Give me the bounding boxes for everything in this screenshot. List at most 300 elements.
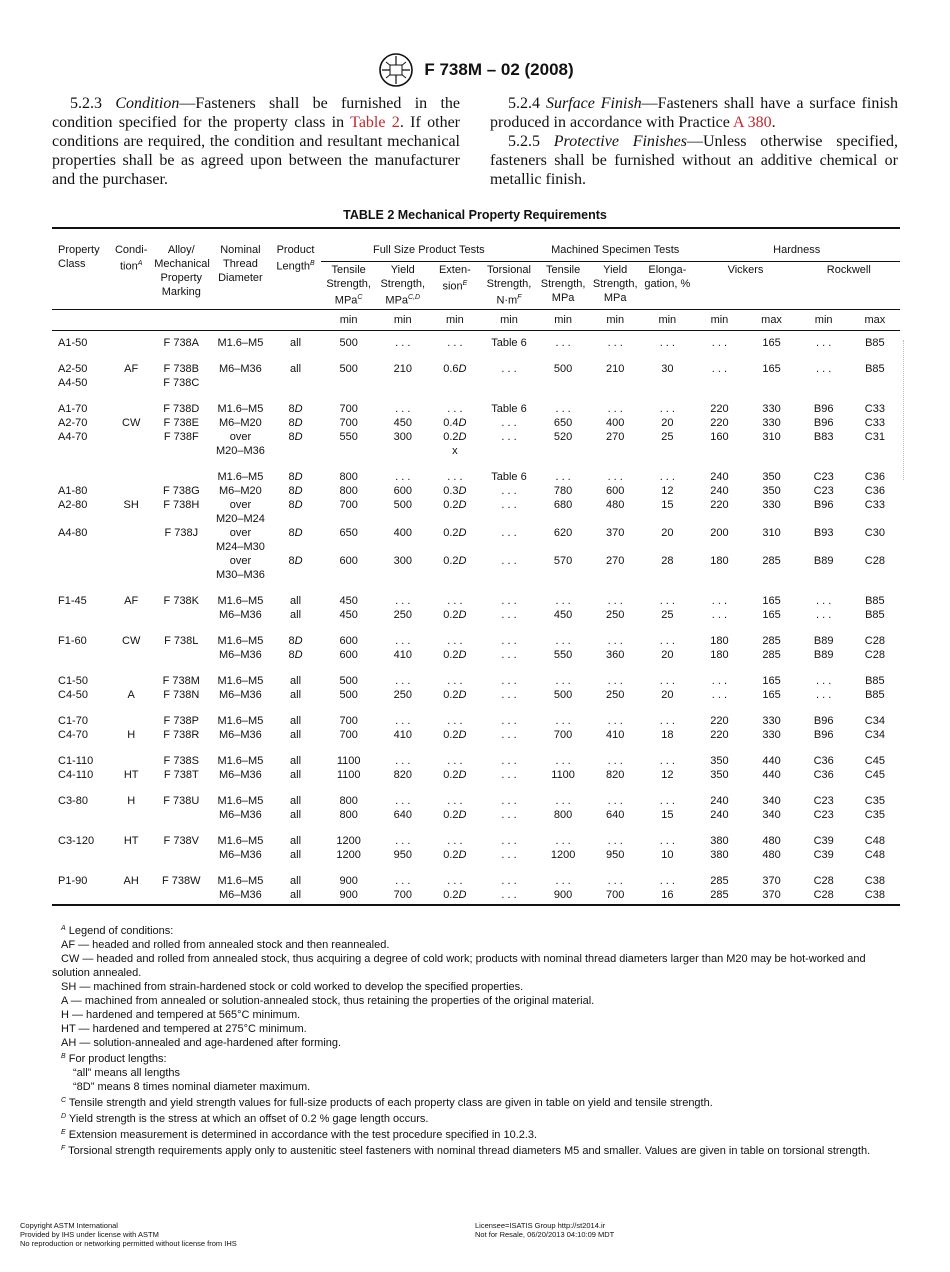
table-row xyxy=(52,862,900,905)
table-cell: F 738M F 738N xyxy=(162,674,200,701)
table-cell: . . . 700 xyxy=(553,714,573,741)
footnote xyxy=(52,1036,902,1050)
table-cell: F1-45 xyxy=(58,594,87,607)
right-column xyxy=(490,94,898,189)
table-cell: B85 xyxy=(865,336,885,349)
table-2-link[interactable]: Table 2 xyxy=(350,114,400,131)
table-cell: M1.6–M5 M6–M36 xyxy=(217,834,264,861)
table-cell: . . . . . . xyxy=(501,594,517,621)
table-cell: CW xyxy=(122,416,141,429)
footnote-text: H — hardened and tempered at 565°C minimum. xyxy=(61,1009,301,1021)
table-cell: B96 B96 B83 xyxy=(813,402,834,443)
table-cell: C45 C45 xyxy=(864,754,885,781)
footnote xyxy=(52,922,902,938)
header-condition: Condi- tion$^A$ xyxy=(110,228,152,309)
footnote-marker: F xyxy=(61,1145,66,1152)
document-designation: F 738M – 02 (2008) xyxy=(424,60,574,79)
table-cell: 240 240 xyxy=(710,794,729,821)
header-torsional: Torsional Strength, $N\cdot m^F$ xyxy=(486,264,532,307)
unit-cell: min xyxy=(589,309,641,330)
table-cell: C23 C23 xyxy=(813,794,834,821)
table-cell: . . . xyxy=(501,362,517,375)
table-cell: . . . 650 520 xyxy=(553,402,573,443)
table-cell: C39 C39 xyxy=(813,834,834,861)
unit-cell: min xyxy=(481,309,537,330)
table-cell: 350 350 330 310 285 xyxy=(762,470,781,567)
table-cell: . . . xyxy=(711,336,728,349)
table-cell: . . . 20 25 xyxy=(659,402,675,443)
header-hardness: Hardness xyxy=(693,228,900,262)
table-cell: 165 xyxy=(762,362,781,375)
table-cell: . . . 0.2D xyxy=(443,794,467,821)
footnote-text: Tensile strength and yield strength values for full-size products of each property class are given in table on yield and tensile strength. xyxy=(68,1097,713,1109)
table-cell: AH xyxy=(110,862,152,905)
table-cell: M6–M36 xyxy=(219,362,262,375)
table-cell: . . . 600 480 370 270 xyxy=(606,470,625,567)
table-cell: . . . xyxy=(711,362,728,375)
table-cell: . . . 0.2D xyxy=(443,674,467,701)
table-cell: . . . 820 xyxy=(393,754,412,781)
footnote-text: For product lengths: xyxy=(68,1053,167,1065)
table-cell: F 738A xyxy=(163,336,200,349)
table-cell: 380 380 xyxy=(710,834,729,861)
table-cell: . . . 410 xyxy=(393,714,412,741)
table-cell: . . . 1200 xyxy=(550,834,576,861)
table-cell: . . . 10 xyxy=(659,834,675,861)
table-cell: C35 C35 xyxy=(864,794,885,821)
table-cell: Table 6 . . . . . . . . . . . . xyxy=(491,470,527,567)
footnote xyxy=(52,1126,902,1142)
table-cell: 800 800 700 650 600 xyxy=(339,470,358,567)
table-cell: 700 700 550 xyxy=(339,402,358,443)
footer-left xyxy=(20,1221,237,1248)
footnote xyxy=(52,1080,902,1094)
table-cell: HT xyxy=(123,834,139,847)
table-cell: . . . 0.2D xyxy=(443,634,467,661)
table-cell: F 738S F 738T xyxy=(163,754,200,781)
table-cell: . . . 250 xyxy=(393,674,412,701)
para-text: . xyxy=(771,114,776,131)
table-cell: AF xyxy=(124,362,139,375)
footnote-marker: A xyxy=(61,925,66,932)
table-cell: 8D 8D 8D 8D 8D xyxy=(288,470,303,567)
footnote-text: HT — hardened and tempered at 275°C minimum. xyxy=(61,1023,307,1035)
table-cell: F 738B F 738C xyxy=(163,362,200,389)
table-cell: C1-70 C4-70 xyxy=(58,714,88,741)
table-cell: C28 C28 xyxy=(798,862,850,905)
table-cell: M1.6–M5 M6–M36 xyxy=(217,594,264,621)
table-row xyxy=(52,330,900,350)
table-cell: M1.6–M5 M6–M36 xyxy=(217,674,264,701)
table-row xyxy=(52,782,900,822)
table-cell: M1.6–M5 M6–M20 over M20–M36 xyxy=(215,402,265,457)
table-cell: . . . . . . xyxy=(501,794,517,821)
footnote-text: SH — machined from strain-hardened stock or cold worked to develop the specified properties. xyxy=(61,981,524,993)
table-cell: F1-60 xyxy=(58,634,87,647)
table-cell: 285 285 xyxy=(693,862,745,905)
table-cell: . . . 500 xyxy=(553,674,573,701)
table-cell: . . . . . . xyxy=(501,634,517,661)
table-cell: B85 B85 xyxy=(865,674,885,701)
table-cell: C33 C33 C31 xyxy=(864,402,885,443)
table-cell: all all xyxy=(290,794,302,821)
table-cell: . . . . . . xyxy=(481,862,537,905)
table-cell: . . . 0.2D xyxy=(443,714,467,741)
table-cell: . . . 0.4D 0.2D x xyxy=(443,402,467,457)
table-cell: . . . 1100 xyxy=(551,754,575,781)
table-cell: SH xyxy=(123,498,139,511)
table-cell: M1.6–M5 M6–M36 xyxy=(217,634,264,661)
table-footnotes xyxy=(52,922,902,1158)
footnote xyxy=(52,1142,902,1158)
table-cell: . . . 16 xyxy=(641,862,693,905)
table-cell: C1-110 C4-110 xyxy=(58,754,94,781)
table-cell: H xyxy=(127,794,136,807)
footnote-marker: C xyxy=(61,1097,67,1104)
table-cell: F 738V xyxy=(163,834,200,847)
table-cell: . . . 550 xyxy=(553,634,573,661)
table-cell: 0.6D xyxy=(443,362,467,375)
table-cell: . . . xyxy=(395,336,411,349)
table-cell: . . . 600 500 400 300 xyxy=(393,470,412,567)
table-cell: 220 220 xyxy=(710,714,729,741)
table-cell: 500 xyxy=(339,336,358,349)
para-text: —Unless otherwise specified, fasteners shall be furnished without an additive chemical or metallic finish. xyxy=(490,133,898,188)
table-cell: . . . . . . xyxy=(711,674,728,701)
table-cell: . . . 450 300 xyxy=(393,402,412,443)
header-machined-tensile: Tensile Strength, MPa xyxy=(540,264,586,304)
footer-line: Not for Resale, 06/20/2013 04:10:09 MDT xyxy=(475,1230,615,1239)
footnote-text: Yield strength is the stress at which an offset of 0.2 % gage length occurs. xyxy=(68,1113,429,1125)
table-cell: . . . 780 680 620 570 xyxy=(553,470,573,567)
table-cell: . . . 400 270 xyxy=(606,402,625,443)
header-tensile: Tensile Strength, MPa$^C$ xyxy=(326,264,371,307)
header-elongation: Elonga- gation, % xyxy=(644,264,691,290)
table-cell: . . . xyxy=(607,336,623,349)
table-cell: 30 xyxy=(661,362,674,375)
table-cell: C34 C34 xyxy=(864,714,885,741)
table-cell: all xyxy=(290,362,302,375)
table-cell: F 738D F 738E F 738F xyxy=(163,402,200,443)
table-cell: C3-120 xyxy=(58,834,95,847)
table-cell: A1-50 xyxy=(58,336,88,349)
table-cell: 165 xyxy=(762,336,781,349)
table-cell: B96 B96 xyxy=(813,714,834,741)
table-cell: 1100 1100 xyxy=(336,754,361,781)
table-cell: . . . 250 xyxy=(393,594,412,621)
footnote-text: A — machined from annealed or solution-annealed stock, thus retaining the properties of the original material. xyxy=(61,995,595,1007)
table-cell: A xyxy=(127,688,135,701)
unit-cell: min xyxy=(377,309,429,330)
table-cell: . . . 700 xyxy=(589,862,641,905)
table-row xyxy=(52,622,900,662)
table-cell: 700 700 xyxy=(339,714,358,741)
footnote-text: Torsional strength requirements apply only to austenitic steel fasteners with nominal thread diameters M5 and smaller. Values are given in table on torsional strength. xyxy=(68,1145,871,1157)
table-cell: 500 xyxy=(339,362,358,375)
table-cell: . . . xyxy=(659,336,675,349)
table-cell: all all xyxy=(290,834,302,861)
unit-cell: min xyxy=(321,309,377,330)
footnote-marker: B xyxy=(61,1053,66,1060)
table-cell: AF xyxy=(124,594,139,607)
table-cell: 1200 1200 xyxy=(336,834,361,861)
table-cell: HT xyxy=(123,768,139,781)
footnote-text: “8D” means 8 times nominal diameter maximum. xyxy=(73,1081,311,1093)
table-cell: 800 800 xyxy=(339,794,358,821)
footnote-text: Extension measurement is determined in accordance with the test procedure specified in 10.2.3. xyxy=(68,1129,538,1141)
table-cell: all all xyxy=(270,862,320,905)
footer-line: No reproduction or networking permitted without license from IHS xyxy=(20,1239,237,1248)
table-cell: . . . 12 xyxy=(659,754,675,781)
table-cell: . . . 640 xyxy=(393,794,412,821)
footnote xyxy=(52,952,902,980)
table-cell: . . . 20 xyxy=(659,674,675,701)
table-cell: B85 B85 xyxy=(865,594,885,621)
table-cell: . . . 410 xyxy=(393,634,412,661)
footnote xyxy=(52,980,902,994)
table-row xyxy=(52,458,900,582)
mechanical-property-table xyxy=(52,227,900,906)
table-cell: . . . xyxy=(555,336,571,349)
table-cell: . . . xyxy=(816,336,832,349)
table-cell: 8D 8D 8D xyxy=(288,402,303,443)
table-cell: M1.6–M5 M6–M36 xyxy=(210,862,270,905)
table-cell: . . . 360 xyxy=(606,634,625,661)
table-cell: 330 330 xyxy=(762,714,781,741)
table-body xyxy=(52,330,900,905)
footer-line: Provided by IHS under license with ASTM xyxy=(20,1230,159,1239)
unit-cell: min xyxy=(429,309,481,330)
table-cell: C3-80 xyxy=(58,794,88,807)
table-cell: Table 6 . . . . . . xyxy=(491,402,527,443)
table-cell: . . . . . . xyxy=(816,674,832,701)
table-cell: M1.6–M5 xyxy=(217,336,264,349)
header-alloy: Alloy/ Mechanical Property Marking xyxy=(152,228,210,309)
table-cell: 500 xyxy=(553,362,573,375)
table-cell: . . . 450 xyxy=(553,594,573,621)
unit-cell: min xyxy=(693,309,745,330)
table-cell: . . . 900 xyxy=(537,862,589,905)
units-row xyxy=(52,309,900,330)
table-cell: M1.6–M5 M6–M36 xyxy=(217,754,264,781)
header-yield: Yield Strength, MPa$^{C,D}$ xyxy=(380,264,426,307)
table-cell: . . . 0.2D xyxy=(443,754,467,781)
table-cell: . . . 0.3D 0.2D 0.2D 0.2D xyxy=(443,470,467,567)
table-cell: F 738U xyxy=(163,794,200,807)
table-cell: F 738P F 738R xyxy=(163,714,200,741)
header-vickers: Vickers xyxy=(727,264,764,276)
table-cell: F 738G F 738H F 738J xyxy=(162,484,200,539)
para-number: 5.2.4 xyxy=(508,95,540,112)
unit-cell: max xyxy=(850,309,900,330)
table-cell: 440 440 xyxy=(762,754,781,781)
left-column xyxy=(52,94,460,189)
para-text: —Fasteners shall have a surface finish produced in accordance with Practice xyxy=(490,95,899,131)
unit-cell: min xyxy=(641,309,693,330)
table-cell: . . . . . . xyxy=(816,594,832,621)
table-cell: . . . 20 xyxy=(659,634,675,661)
table-cell: . . . xyxy=(447,336,463,349)
table-cell: . . . 950 xyxy=(606,834,625,861)
header-full-size: Full Size Product Tests xyxy=(321,228,537,262)
table-cell: 450 450 xyxy=(339,594,358,621)
table-cell: all all xyxy=(290,714,302,741)
table-cell: 240 240 220 200 180 xyxy=(710,470,729,567)
table-row xyxy=(52,662,900,702)
table-cell: . . . 640 xyxy=(606,794,625,821)
table-row xyxy=(52,742,900,782)
table-row xyxy=(52,350,900,390)
table-cell: . . . 18 xyxy=(659,714,675,741)
table-row xyxy=(52,582,900,622)
header-property-class: Property Class xyxy=(52,228,110,309)
table-cell: C36 C36 C33 C30 C28 xyxy=(864,470,885,567)
table-cell: . . . 25 xyxy=(659,594,675,621)
table-row xyxy=(52,702,900,742)
para-text: . If other conditions are required, the condition and resultant mechanical properties shall be as agreed upon between the manufacturer and the purchaser. xyxy=(52,114,461,188)
paragraph-5-2-4 xyxy=(490,94,898,132)
table-cell: 600 600 xyxy=(339,634,358,661)
page-header xyxy=(0,52,950,88)
table xyxy=(52,227,900,906)
footnote-text: “all” means all lengths xyxy=(73,1067,180,1079)
table-cell: all all xyxy=(290,674,302,701)
table-cell: . . . 950 xyxy=(393,834,412,861)
footnote xyxy=(52,1110,902,1126)
table-cell: A1-80 A2-80 A4-80 xyxy=(58,484,88,539)
header-machined-yield: Yield Strength, MPa xyxy=(592,264,638,304)
table-cell: all xyxy=(290,336,302,349)
unit-cell: min xyxy=(537,309,589,330)
table-cell: C48 C48 xyxy=(864,834,885,861)
table-cell: F 738W xyxy=(152,862,210,905)
header-nominal-thread: Nominal Thread Diameter xyxy=(210,228,270,309)
table-cell: C1-50 C4-50 xyxy=(58,674,88,701)
table-cell: . . . . . . xyxy=(501,674,517,701)
table-cell: . . . xyxy=(816,362,832,375)
table-cell: 210 xyxy=(606,362,625,375)
footnote-marker: E xyxy=(61,1129,66,1136)
para-text: —Fasteners shall be furnished in the condition specified for the property class in xyxy=(52,95,461,131)
table-cell: . . . . . . xyxy=(501,754,517,781)
table-cell: 165 165 xyxy=(762,594,781,621)
table-cell: 165 165 xyxy=(762,674,781,701)
header-machined: Machined Specimen Tests xyxy=(537,228,693,262)
table-cell: C23 C23 B96 B93 B89 xyxy=(813,470,834,567)
table-row xyxy=(52,822,900,862)
table-caption: TABLE 2 Mechanical Property Requirements xyxy=(343,208,607,222)
footer-line: Copyright ASTM International xyxy=(20,1221,118,1230)
table-cell: . . . 0.2D xyxy=(443,834,467,861)
table-cell: 8D 8D xyxy=(288,634,303,661)
table-cell: 340 340 xyxy=(762,794,781,821)
footer-right xyxy=(475,1221,614,1239)
table-cell: 370 370 xyxy=(746,862,798,905)
header-rockwell: Rockwell xyxy=(826,264,871,276)
footnote xyxy=(52,938,902,952)
table-cell: all all xyxy=(290,754,302,781)
table-cell: . . . . . . xyxy=(501,714,517,741)
footnote-text: Legend of conditions: xyxy=(68,925,174,937)
footnote xyxy=(52,1066,902,1080)
table-cell: . . . 0.2D xyxy=(429,862,481,905)
footnote xyxy=(52,1050,902,1066)
table-cell: 220 220 160 xyxy=(710,402,729,443)
paragraph-5-2-5 xyxy=(490,132,898,189)
table-cell: 330 330 310 xyxy=(762,402,781,443)
unit-cell: max xyxy=(746,309,798,330)
table-cell: 350 350 xyxy=(710,754,729,781)
table-cell: C38 C38 xyxy=(850,862,900,905)
table-cell: A2-50 A4-50 xyxy=(58,362,88,389)
table-cell: . . . 820 xyxy=(606,754,625,781)
table-cell: Table 6 xyxy=(491,336,527,349)
a380-link[interactable]: A 380 xyxy=(733,114,772,131)
footer-line: Licensee=ISATIS Group http://st2014.ir xyxy=(475,1221,606,1230)
table-cell: 285 285 xyxy=(762,634,781,661)
table-cell: 480 480 xyxy=(762,834,781,861)
table-cell: . . . 15 xyxy=(659,794,675,821)
footnote xyxy=(52,1094,902,1110)
table-row xyxy=(52,390,900,458)
table-cell: C36 C36 xyxy=(813,754,834,781)
table-cell: all all xyxy=(290,594,302,621)
table-cell: M1.6–M5 M6–M20 over M20–M24 over M24–M30 over M30–M36 xyxy=(215,470,265,581)
para-heading: Protective Finishes xyxy=(553,133,687,150)
header-product-length: Product Length$^B$ xyxy=(270,228,320,309)
table-cell: . . . 800 xyxy=(553,794,573,821)
para-heading: Condition xyxy=(115,95,180,112)
table-cell: . . . 12 15 20 28 xyxy=(659,470,675,567)
para-number: 5.2.3 xyxy=(70,95,102,112)
table-cell: P1-90 xyxy=(52,862,110,905)
table-cell: H xyxy=(127,728,136,741)
table-cell: 180 180 xyxy=(710,634,729,661)
footnote xyxy=(52,994,902,1008)
footnote xyxy=(52,1022,902,1036)
table-cell: . . . 0.2D xyxy=(443,594,467,621)
header-extension: Exten- sion$^E$ xyxy=(438,264,471,293)
table-cell: . . . . . . xyxy=(711,594,728,621)
footnote-text: AF — headed and rolled from annealed stock and then reannealed. xyxy=(61,939,390,951)
unit-cell: min xyxy=(798,309,850,330)
table-cell: M1.6–M5 M6–M36 xyxy=(217,794,264,821)
footnote xyxy=(52,1008,902,1022)
table-cell: F 738L xyxy=(164,634,199,647)
para-number: 5.2.5 xyxy=(508,133,540,150)
footnote-text: AH — solution-annealed and age-hardened after forming. xyxy=(61,1037,342,1049)
table-cell: . . . 410 xyxy=(606,714,625,741)
table-cell: M1.6–M5 M6–M36 xyxy=(217,714,264,741)
table-cell: CW xyxy=(122,634,141,647)
table-cell: F 738K xyxy=(163,594,200,607)
table-cell: 210 xyxy=(393,362,412,375)
table-cell: B89 B89 xyxy=(813,634,834,661)
footnote-marker: D xyxy=(61,1113,67,1120)
paragraph-5-2-3 xyxy=(52,94,460,189)
margin-marks xyxy=(903,340,906,480)
table-cell: B85 xyxy=(865,362,885,375)
table-cell: . . . 250 xyxy=(606,674,625,701)
astm-logo-icon xyxy=(376,52,416,88)
table-cell: . . . 250 xyxy=(606,594,625,621)
footnote-text: CW — headed and rolled from annealed stock, thus acquiring a degree of cold work; products with nominal thread diameters larger than M20 may be hot-worked and solution annealed. xyxy=(52,953,866,979)
table-cell: C28 C28 xyxy=(864,634,885,661)
table-cell: . . . . . . xyxy=(501,834,517,861)
table-cell: A1-70 A2-70 A4-70 xyxy=(58,402,88,443)
table-cell: 500 500 xyxy=(339,674,358,701)
table-cell: 900 900 xyxy=(321,862,377,905)
